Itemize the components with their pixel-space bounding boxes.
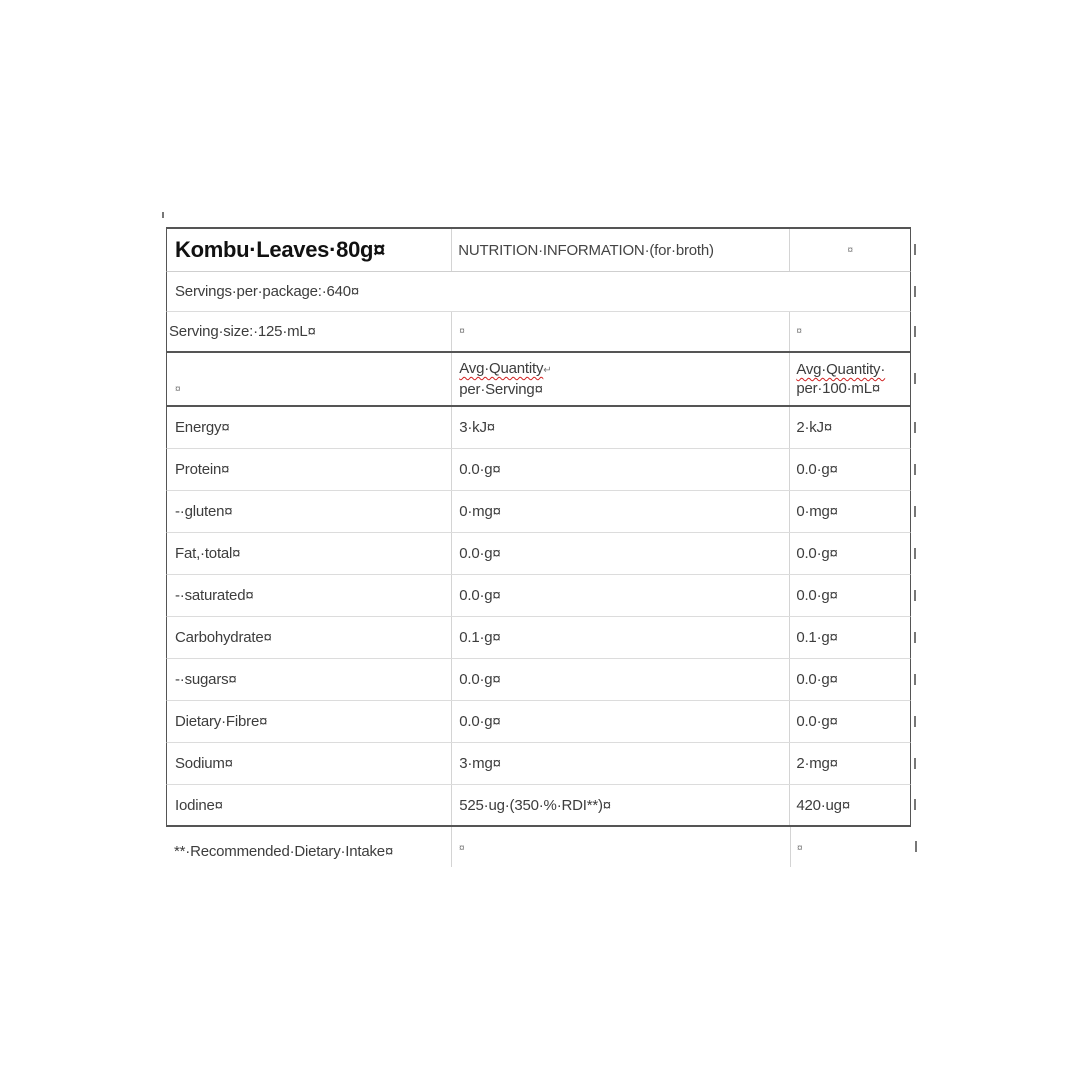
table-row [166, 533, 911, 575]
nutrient-name[interactable]: Iodine¤ [167, 785, 452, 825]
row-end-mark [914, 548, 916, 559]
per-100ml-value[interactable]: 0.1·g¤ [796, 629, 838, 646]
row-end-mark [914, 799, 916, 810]
nutrient-rows [166, 407, 911, 827]
cell-end-mark: ¤ [459, 326, 465, 337]
per-100ml-value[interactable]: 0.0·g¤ [796, 545, 838, 562]
serving-size-col2[interactable] [452, 312, 790, 351]
per-serving-value[interactable]: 3·mg¤ [452, 743, 790, 784]
heading-cell-end[interactable] [790, 229, 910, 271]
row-end-mark [914, 758, 916, 769]
nutrient-name[interactable]: Protein¤ [167, 449, 452, 490]
nutrient-name[interactable]: Carbohydrate¤ [167, 617, 452, 658]
row-end-mark [914, 373, 916, 384]
nutrient-name[interactable]: -·sugars¤ [167, 659, 452, 700]
nutrient-name[interactable]: Dietary·Fibre¤ [167, 701, 452, 742]
per-100ml-value[interactable]: 420·ug¤ [796, 796, 850, 814]
header-per-100ml-line2: per·100·mL¤ [796, 380, 880, 397]
panel-heading[interactable]: NUTRITION·INFORMATION·(for·broth) [452, 229, 790, 271]
footnote-col2[interactable] [452, 827, 791, 867]
nutrient-name[interactable]: Energy¤ [167, 407, 452, 448]
row-end-mark [914, 674, 916, 685]
table-row [166, 701, 911, 743]
per-serving-value[interactable]: 525·ug·(350·%·RDI**)¤ [452, 785, 790, 825]
cell-end-mark: ¤ [797, 843, 803, 854]
header-per-serving[interactable] [452, 353, 790, 405]
per-serving-value[interactable]: 0.1·g¤ [452, 617, 790, 658]
column-header-row [166, 353, 911, 407]
per-100ml-value[interactable]: 2·mg¤ [796, 755, 838, 772]
per-100ml-value[interactable]: 0.0·g¤ [796, 713, 838, 730]
row-end-mark [914, 632, 916, 643]
header-per-serving-line2: per·Serving¤ [459, 381, 543, 398]
serving-size[interactable]: Serving·size:·125·mL¤ [167, 312, 452, 351]
table-row [166, 785, 911, 827]
title-row [166, 227, 911, 272]
row-end-mark [914, 244, 916, 255]
header-per-100ml[interactable] [790, 353, 910, 405]
table-row [166, 575, 911, 617]
product-title[interactable]: Kombu·Leaves·80g¤ [167, 229, 452, 271]
header-col1[interactable] [167, 353, 452, 405]
per-serving-value[interactable]: 0.0·g¤ [452, 701, 790, 742]
cell-end-mark: ¤ [175, 384, 181, 395]
row-end-mark [914, 286, 916, 297]
per-serving-value[interactable]: 0·mg¤ [452, 491, 790, 532]
header-per-100ml-line1 [796, 360, 885, 379]
row-end-mark [914, 590, 916, 601]
page-corner-mark [162, 212, 164, 218]
footnote-text[interactable]: **·Recommended·Dietary·Intake¤ [166, 827, 452, 867]
cell-end-mark: ¤ [796, 326, 802, 337]
avg-quantity-label: Avg·Quantity [459, 360, 544, 377]
row-end-mark [914, 464, 916, 475]
row-end-mark [914, 326, 916, 337]
per-100ml-value[interactable]: 2·kJ¤ [796, 419, 832, 436]
serving-size-row [166, 312, 911, 353]
line-break-mark: ↵ [543, 365, 552, 376]
row-end-mark [915, 841, 917, 852]
per-serving-value[interactable]: 0.0·g¤ [452, 533, 790, 574]
table-row [166, 617, 911, 659]
per-100ml-value[interactable]: 0.0·g¤ [796, 587, 838, 604]
per-100ml-value[interactable]: 0.0·g¤ [796, 461, 838, 478]
cell-end-mark: ¤ [847, 244, 853, 256]
nutrition-table [166, 227, 911, 867]
per-serving-value[interactable]: 0.0·g¤ [452, 575, 790, 616]
row-end-mark [914, 716, 916, 727]
nutrient-name[interactable]: Sodium¤ [167, 743, 452, 784]
nutrient-name[interactable]: -·saturated¤ [167, 575, 452, 616]
table-row [166, 743, 911, 785]
footnote-row [166, 827, 911, 867]
avg-quantity-label: Avg·Quantity· [796, 361, 886, 378]
cell-end-mark: ¤ [459, 843, 465, 854]
row-end-mark [914, 506, 916, 517]
serving-size-col3[interactable] [790, 312, 910, 351]
row-end-mark [914, 422, 916, 433]
servings-row [166, 272, 911, 312]
table-row [166, 449, 911, 491]
servings-per-package[interactable]: Servings·per·package:·640¤ [175, 283, 360, 300]
table-row [166, 491, 911, 533]
table-row [166, 659, 911, 701]
header-per-serving-line1 [459, 359, 551, 380]
nutrient-name[interactable]: -·gluten¤ [167, 491, 452, 532]
per-serving-value[interactable]: 0.0·g¤ [452, 659, 790, 700]
table-row [166, 407, 911, 449]
per-100ml-value[interactable]: 0·mg¤ [796, 503, 838, 520]
per-serving-value[interactable]: 0.0·g¤ [452, 449, 790, 490]
footnote-col3[interactable] [791, 827, 911, 867]
nutrient-name[interactable]: Fat,·total¤ [167, 533, 452, 574]
per-100ml-value[interactable]: 0.0·g¤ [796, 671, 838, 688]
per-serving-value[interactable]: 3·kJ¤ [452, 407, 790, 448]
